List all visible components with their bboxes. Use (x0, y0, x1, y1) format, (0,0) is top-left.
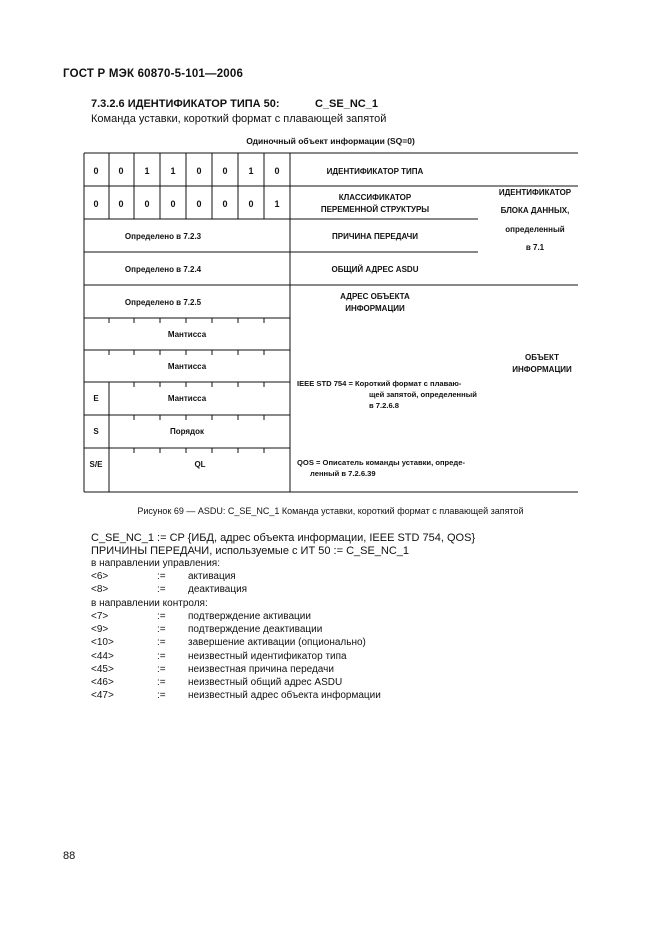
dui-label-2: БЛОКА ДАННЫХ, (500, 206, 570, 215)
qos-note-1: QOS = Описатель команды уставки, опреде- (297, 458, 465, 467)
section-code: C_SE_NC_1 (315, 98, 378, 110)
bit-value: 1 (170, 166, 176, 176)
ioa-label-2: ИНФОРМАЦИИ (345, 304, 405, 313)
cot-field-label: Определено в 7.2.3 (124, 232, 202, 241)
cot-label: ПРИЧИНА ПЕРЕДАЧИ (332, 232, 418, 241)
bit-value: 1 (144, 166, 150, 176)
mantissa-label: Мантисса (167, 394, 207, 403)
cot-operator: := (157, 664, 166, 675)
dui-label-3: определенный (505, 225, 565, 234)
figure-title: Одиночный объект информации (SQ=0) (246, 136, 415, 146)
cot-operator: := (157, 651, 166, 662)
cot-code: <47> (91, 690, 114, 701)
mantissa-label: Мантисса (167, 362, 207, 371)
cot-code: <10> (91, 637, 114, 648)
figure-caption: Рисунок 69 — ASDU: C_SE_NC_1 Команда уставки, короткий формат с плавающей запятой (137, 506, 524, 516)
cot-description: завершение активации (опционально) (188, 637, 366, 648)
mantissa-label: Мантисса (167, 330, 207, 339)
cot-code: <9> (91, 624, 109, 635)
section-title: 7.3.2.6 ИДЕНТИФИКАТОР ТИПА 50: (91, 98, 280, 110)
dui-label-4: в 7.1 (525, 243, 545, 252)
cot-description: активация (188, 571, 236, 582)
bit-value: 0 (144, 199, 150, 209)
vsq-label-2: ПЕРЕМЕННОЙ СТРУКТУРЫ (320, 205, 430, 214)
section-subtitle: Команда уставки, короткий формат с плавающей запятой (91, 113, 387, 125)
cot-operator: := (157, 677, 166, 688)
cot-operator: := (157, 690, 166, 701)
document-header: ГОСТ Р МЭК 60870-5-101—2006 (63, 68, 244, 80)
ql-label: QL (194, 460, 206, 469)
order-label: Порядок (169, 427, 205, 436)
cot-code: <7> (91, 611, 109, 622)
cot-description: подтверждение активации (188, 611, 311, 622)
cot-description: неизвестная причина передачи (188, 664, 334, 675)
cot-code: <45> (91, 664, 114, 675)
ieee-note-1: IEEE STD 754 = Короткий формат с плаваю- (297, 379, 462, 388)
ioa-label-1: АДРЕС ОБЪЕКТА (340, 292, 410, 301)
cot-description: неизвестный общий адрес ASDU (188, 677, 343, 688)
formula-line: C_SE_NC_1 := CP {ИБД, адрес объекта информации, IEEE STD 754, QOS} (91, 532, 476, 544)
cot-code: <44> (91, 651, 114, 662)
bit-value: 1 (248, 166, 254, 176)
sign-label: S (93, 427, 99, 436)
bit-value: 0 (248, 199, 254, 209)
bit-value: 0 (118, 199, 124, 209)
figure-grid (84, 153, 578, 492)
common-addr-label: ОБЩИЙ АДРЕС ASDU (331, 265, 419, 274)
cot-description: деактивация (188, 584, 248, 595)
info-object-label-2: ИНФОРМАЦИИ (512, 365, 572, 374)
se-label: S/E (89, 460, 103, 469)
cot-operator: := (157, 624, 166, 635)
qos-note-2: ленный в 7.2.6.39 (310, 469, 376, 478)
control-direction-label: в направлении управления: (91, 558, 220, 569)
cot-code: <6> (91, 571, 109, 582)
cot-code: <8> (91, 584, 109, 595)
cot-code: <46> (91, 677, 114, 688)
ieee-note-2: щей запятой, определенный (369, 390, 477, 399)
cot-operator: := (157, 611, 166, 622)
bit-value: 0 (222, 199, 228, 209)
info-object-label-1: ОБЪЕКТ (525, 353, 559, 362)
cot-operator: := (157, 637, 166, 648)
cot-description: неизвестный адрес объекта информации (188, 690, 381, 701)
exp-sign-label: E (93, 394, 99, 403)
ieee-note-3: в 7.2.6.8 (369, 401, 400, 410)
common-addr-field-label: Определено в 7.2.4 (124, 265, 202, 274)
bit-value: 0 (196, 199, 202, 209)
bit-value: 0 (274, 166, 280, 176)
cot-description: неизвестный идентификатор типа (188, 651, 347, 662)
page-number: 88 (63, 850, 76, 862)
bit-value: 0 (93, 199, 99, 209)
bit-value: 0 (222, 166, 228, 176)
bit-value: 0 (196, 166, 202, 176)
cot-line: ПРИЧИНЫ ПЕРЕДАЧИ, используемые с ИТ 50 := C_SE_NC_1 (91, 545, 410, 557)
monitor-direction-label: в направлении контроля: (91, 598, 208, 609)
ioa-field-label: Определено в 7.2.5 (124, 298, 202, 307)
bit-value: 1 (274, 199, 280, 209)
bit-value: 0 (93, 166, 99, 176)
cot-operator: := (157, 584, 166, 595)
type-id-label: ИДЕНТИФИКАТОР ТИПА (326, 167, 424, 176)
cot-operator: := (157, 571, 166, 582)
dui-label-1: ИДЕНТИФИКАТОР (498, 188, 572, 197)
cot-description: подтверждение деактивации (188, 624, 323, 635)
bit-value: 0 (118, 166, 124, 176)
vsq-label-1: КЛАССИФИКАТОР (338, 193, 412, 202)
bit-value: 0 (170, 199, 176, 209)
